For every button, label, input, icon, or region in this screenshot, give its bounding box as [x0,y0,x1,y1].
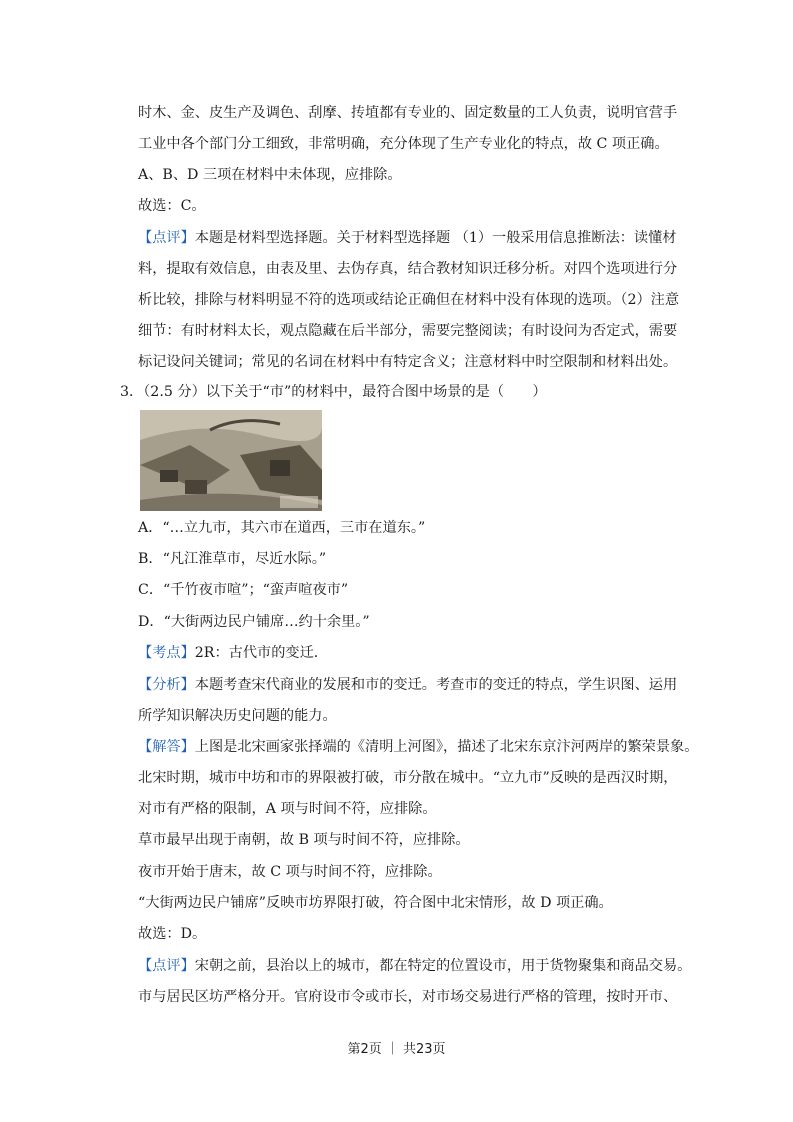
text-line: 夜市开始于唐末，故 C 项与时间不符，应排除。 [138,864,442,880]
text-line: 所学知识解决历史问题的能力。 [138,708,337,724]
qingming-painting-image [140,410,322,511]
text-line: A、B、D 三项在材料中未体现，应排除。 [138,167,402,183]
text-line: 故选：D。 [138,926,207,942]
option-a: A．“…立九市，其六市在道西，三市在道东。” [138,520,426,536]
option-b: B．“凡江淮草市，尽近水际。” [138,551,327,567]
point-tag: 【考点】 [138,645,195,661]
page-footer: 第2页 ｜ 共23页 [347,1042,446,1057]
text-line: 时木、金、皮生产及调色、刮摩、抟埴都有专业的、固定数量的工人负责，说明官营手 [138,105,678,121]
analysis-tag: 【分析】 [138,677,195,693]
text-line: 市与居民区坊严格分开。官府设市令或市长，对市场交易进行严格的管理，按时开市、 [138,989,678,1005]
text-line: “大街两边民户铺席”反映市坊界限打破，符合图中北宋情形，故 D 项正确。 [138,895,613,911]
option-c: C．“千竹夜市喧”；“蛮声喧夜市” [138,582,349,598]
comment-line [138,228,677,248]
text-line: 工业中各个部门分工细致，非常明确，充分体现了生产专业化的特点，故 C 项正确。 [138,136,669,152]
comment-tag: 【点评】 [138,230,195,246]
text-line: 对市有严格的限制，A 项与时间不符，应排除。 [138,801,437,817]
comment-line [138,956,691,976]
text-line: 细节：有时材料太长，观点隐藏在后半部分，需要完整阅读；有时设问为否定式，需要 [138,323,678,339]
answer-text: 上图是北宋画家张择端的《清明上河图》，描述了北宋东京汴河两岸的繁荣景象。 [194,739,699,755]
comment-tag: 【点评】 [138,958,195,974]
kaodian-text: 2R：古代市的变迁． [194,645,328,661]
text-line: 本题是材料型选择题。关于材料型选择题 （1）一般采用信息推断法：读懂材 [194,230,677,246]
kaodian-line [138,643,328,663]
text-line: 标记设问关键词；常见的名词在材料中有特定含义；注意材料中时空限制和材料出处。 [138,354,678,370]
text-line: 析比较，排除与材料明显不符的选项或结论正确但在材料中没有体现的选项。（2）注意 [138,292,680,308]
answer-line [138,737,698,757]
analysis-line [138,675,677,695]
comment-text: 宋朝之前，县治以上的城市，都在特定的位置设市，用于货物聚集和商品交易。 [194,958,692,974]
analysis-text: 本题考查宋代商业的发展和市的变迁。考查市的变迁的特点，学生识图、运用 [194,677,678,693]
question-text: （2.5 分）以下关于“市”的材料中，最符合图中场景的是（ ） [143,384,547,400]
text-line: 料，提取有效信息，由表及里、去伪存真，结合教材知识迁移分析。对四个选项进行分 [138,261,678,277]
question-number: 3． [120,384,144,400]
text-line: 草市最早出现于南朝，故 B 项与时间不符，应排除。 [138,832,470,848]
text-line: 北宋时期，城市中坊和市的界限被打破，市分散在城中。“立九市”反映的是西汉时期， [138,770,678,786]
option-d: D．“大街两边民户铺席…约十余里。” [138,614,370,630]
answer-tag: 【解答】 [138,739,195,755]
text-line: 故选：C。 [138,198,206,214]
question-stem [120,382,547,402]
